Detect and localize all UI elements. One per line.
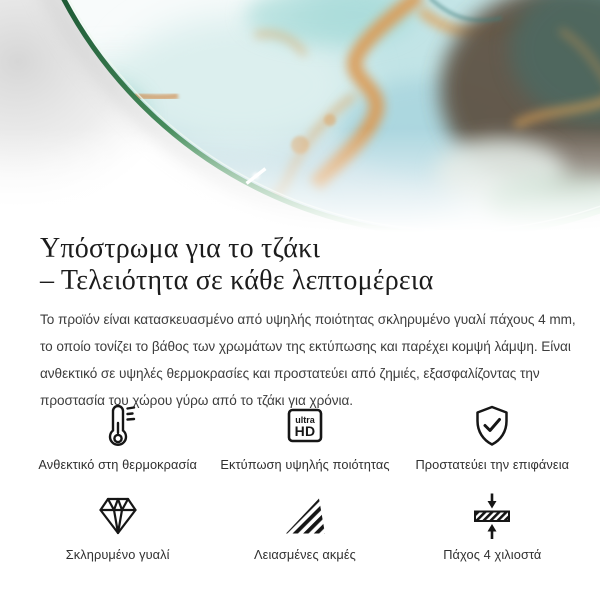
feature-polished-edges <box>211 492 398 562</box>
glass-panel-photo <box>0 0 600 250</box>
feature-label: Σκληρυμένο γυαλί <box>65 547 170 562</box>
description-line: Το προϊόν είναι κατασκευασμένο από υψηλής ποιότητας σκληρυμένο γυαλί πάχους 4 mm, <box>40 312 576 327</box>
title-line-1: Υπόστρωμα για το τζάκι <box>40 233 321 264</box>
diamond-icon <box>94 492 142 540</box>
page-title <box>40 233 580 297</box>
hd-label: HD <box>294 423 316 439</box>
feature-label: Λειασμένες ακμές <box>254 547 356 562</box>
feature-label: Ανθεκτικό στη θερμοκρασία <box>38 457 197 472</box>
ultra-hd-icon <box>281 402 329 450</box>
feature-label: Προστατεύει την επιφάνεια <box>415 457 570 472</box>
feature-thickness <box>399 492 586 562</box>
feature-label: Εκτύπωση υψηλής ποιότητας <box>220 457 390 472</box>
feature-ultra-hd-print <box>211 402 398 472</box>
feature-grid <box>24 402 586 562</box>
feature-tempered-glass <box>24 492 211 562</box>
description-line: προστασία του χώρου γύρω από το τζάκι για χρόνια. <box>40 393 354 408</box>
polished-edges-icon <box>281 492 329 540</box>
description-line: το οποίο τονίζει το βάθος των χρωμάτων της εκτύπωσης και παρέχει κομψή λάμψη. Είναι <box>40 339 571 354</box>
description-line: ανθεκτικό σε υψηλές θερμοκρασίες και προστατεύει από ζημιές, εξασφαλίζοντας την <box>40 366 540 381</box>
thickness-icon <box>468 492 516 540</box>
feature-label: Πάχος 4 χιλιοστά <box>443 547 542 562</box>
feature-surface-protection <box>399 402 586 472</box>
ultra-label: ultra <box>295 415 315 425</box>
thermometer-icon <box>94 402 142 450</box>
title-line-2: – Τελειότητα σε κάθε λεπτομέρεια <box>40 265 434 296</box>
product-description <box>40 306 586 414</box>
product-image <box>0 0 600 250</box>
shield-check-icon <box>468 402 516 450</box>
feature-heat-resistant <box>24 402 211 472</box>
